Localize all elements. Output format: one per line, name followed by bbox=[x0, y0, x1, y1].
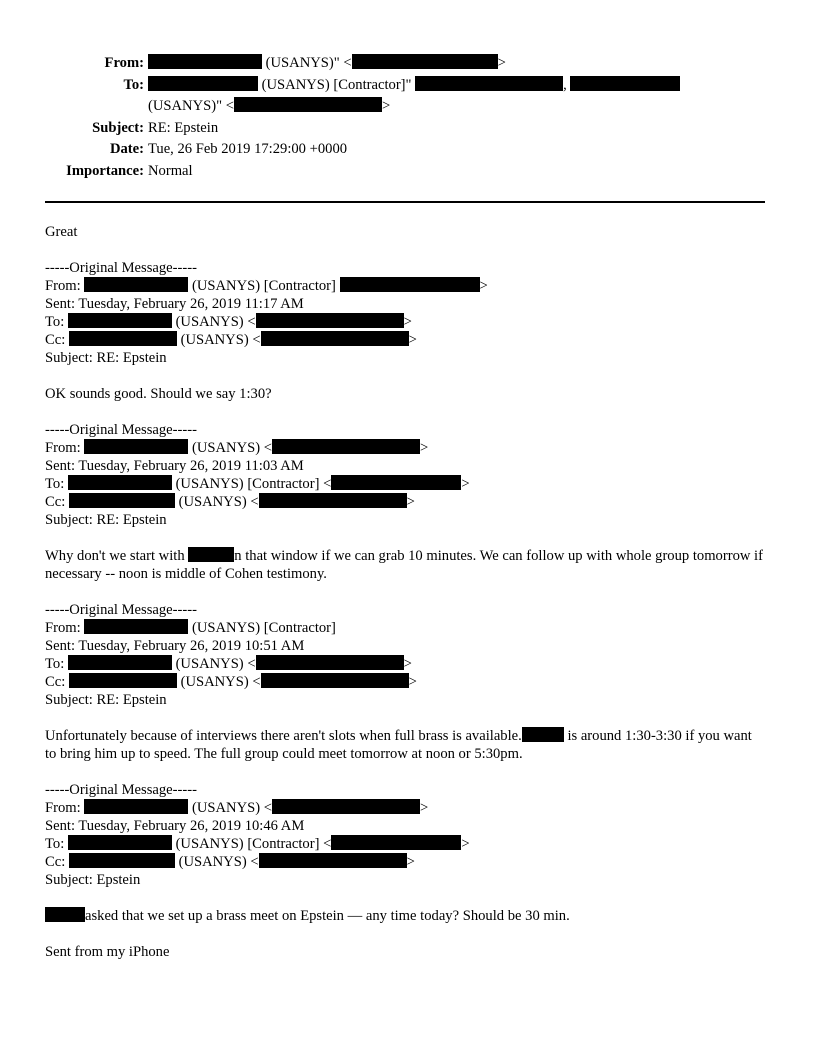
cc-tail: > bbox=[408, 674, 417, 690]
redaction-block bbox=[148, 54, 262, 69]
from-label: From: bbox=[45, 278, 81, 294]
redaction-block bbox=[68, 313, 172, 328]
header-to-label: To: bbox=[123, 76, 144, 93]
cc-suffix: (USANYS) < bbox=[180, 332, 261, 348]
cc-label: Cc: bbox=[45, 854, 66, 870]
from-tail: > bbox=[420, 440, 429, 456]
message-to bbox=[45, 475, 765, 493]
to-label: To: bbox=[45, 476, 65, 492]
redaction-block bbox=[84, 799, 188, 814]
redaction-block bbox=[331, 835, 461, 850]
header-importance-label: Importance: bbox=[66, 162, 144, 179]
message-cc bbox=[45, 673, 765, 691]
from-tail: > bbox=[479, 278, 488, 294]
to-label: To: bbox=[45, 656, 65, 672]
redaction-block bbox=[340, 277, 480, 292]
to-suffix: (USANYS) < bbox=[175, 314, 256, 330]
header-importance-value: Normal bbox=[148, 162, 193, 179]
header-divider bbox=[45, 201, 765, 203]
redaction-block bbox=[256, 655, 404, 670]
cc-label: Cc: bbox=[45, 332, 66, 348]
from-tail: > bbox=[420, 800, 429, 816]
redaction-block bbox=[84, 277, 188, 292]
body-post: n that window if we can grab 10 minutes. We can follow up with whole group tomorrow if necessary -- noon is middle of Cohen testimony. bbox=[45, 548, 763, 582]
message-body: OK sounds good. Should we say 1:30? bbox=[45, 386, 272, 402]
redaction-block bbox=[570, 76, 680, 91]
redaction-block bbox=[259, 853, 407, 868]
header-date-label: Date: bbox=[109, 141, 144, 157]
cc-suffix: (USANYS) < bbox=[178, 494, 259, 510]
message-sent: Sent: Tuesday, February 26, 2019 11:03 AM bbox=[45, 458, 304, 474]
header-importance-row bbox=[0, 161, 816, 183]
header-to-cont-prefix: (USANYS)" < bbox=[148, 98, 234, 114]
message-subject: Subject: RE: Epstein bbox=[45, 692, 167, 708]
to-suffix: (USANYS) [Contractor] < bbox=[175, 836, 332, 852]
cc-suffix: (USANYS) < bbox=[178, 854, 259, 870]
original-message bbox=[45, 601, 765, 763]
message-body bbox=[45, 547, 765, 583]
from-label: From: bbox=[45, 440, 81, 456]
from-suffix: (USANYS) < bbox=[192, 800, 272, 816]
message-divider: -----Original Message----- bbox=[45, 602, 197, 618]
body-post: is around 1:30-3:30 if you want to bring him up to speed. The full group could meet tomorrow at noon or 5:30pm. bbox=[45, 728, 752, 762]
header-subject-value: RE: Epstein bbox=[148, 119, 219, 136]
original-message bbox=[45, 259, 765, 403]
redaction-block bbox=[68, 655, 172, 670]
redaction-block bbox=[522, 727, 564, 742]
cc-label: Cc: bbox=[45, 494, 66, 510]
signature: Sent from my iPhone bbox=[45, 944, 170, 960]
header-from-tail: > bbox=[497, 55, 506, 71]
header-date-value: Tue, 26 Feb 2019 17:29:00 +0000 bbox=[148, 141, 348, 157]
message-subject: Subject: RE: Epstein bbox=[45, 512, 167, 528]
to-tail: > bbox=[461, 476, 470, 492]
redaction-block bbox=[84, 619, 188, 634]
original-message bbox=[45, 421, 765, 583]
email-header bbox=[0, 53, 816, 182]
header-to-row bbox=[0, 75, 816, 118]
message-divider: -----Original Message----- bbox=[45, 260, 197, 276]
to-suffix: (USANYS) < bbox=[175, 656, 256, 672]
header-from-label: From: bbox=[104, 55, 144, 71]
header-subject-row bbox=[0, 118, 816, 140]
cc-tail: > bbox=[406, 854, 415, 870]
header-to-suffix: (USANYS) [Contractor]" bbox=[261, 76, 412, 93]
cc-tail: > bbox=[406, 494, 415, 510]
redaction-block bbox=[68, 835, 172, 850]
reply-text: Great bbox=[45, 224, 78, 240]
to-label: To: bbox=[45, 836, 65, 852]
redaction-block bbox=[259, 493, 407, 508]
message-subject: Subject: RE: Epstein bbox=[45, 350, 167, 366]
message-from bbox=[45, 619, 765, 637]
original-message bbox=[45, 781, 765, 925]
redaction-block bbox=[84, 439, 188, 454]
redaction-block bbox=[261, 673, 409, 688]
redaction-block bbox=[256, 313, 404, 328]
redaction-block bbox=[234, 97, 382, 112]
header-from-row bbox=[0, 53, 816, 75]
redaction-block bbox=[45, 907, 85, 922]
to-label: To: bbox=[45, 314, 65, 330]
redaction-block bbox=[188, 547, 234, 562]
body-pre: Why don't we start with bbox=[45, 548, 185, 564]
message-divider: -----Original Message----- bbox=[45, 782, 197, 798]
message-body bbox=[45, 907, 765, 925]
from-label: From: bbox=[45, 620, 81, 636]
message-subject: Subject: Epstein bbox=[45, 872, 141, 888]
message-divider: -----Original Message----- bbox=[45, 422, 197, 438]
redaction-block bbox=[148, 76, 258, 91]
message-from bbox=[45, 439, 765, 457]
redaction-block bbox=[331, 475, 461, 490]
redaction-block bbox=[261, 331, 409, 346]
header-subject-label: Subject: bbox=[92, 119, 144, 136]
from-suffix: (USANYS) [Contractor] bbox=[192, 620, 336, 636]
email-body bbox=[45, 223, 765, 979]
cc-label: Cc: bbox=[45, 674, 66, 690]
redaction-block bbox=[69, 673, 177, 688]
from-suffix: (USANYS) < bbox=[192, 440, 272, 456]
cc-tail: > bbox=[408, 332, 417, 348]
body-pre: Unfortunately because of interviews there aren't slots when full brass is available. bbox=[45, 728, 522, 744]
message-cc bbox=[45, 493, 765, 511]
message-cc bbox=[45, 331, 765, 349]
cc-suffix: (USANYS) < bbox=[180, 674, 261, 690]
redaction-block bbox=[69, 853, 175, 868]
message-sent: Sent: Tuesday, February 26, 2019 11:17 AM bbox=[45, 296, 304, 312]
message-from bbox=[45, 277, 765, 295]
message-to bbox=[45, 655, 765, 673]
redaction-block bbox=[69, 331, 177, 346]
from-label: From: bbox=[45, 800, 81, 816]
from-suffix: (USANYS) [Contractor] bbox=[192, 278, 336, 294]
header-to-tail: > bbox=[381, 98, 391, 114]
redaction-block bbox=[69, 493, 175, 508]
message-sent: Sent: Tuesday, February 26, 2019 10:46 AM bbox=[45, 818, 305, 834]
message-from bbox=[45, 799, 765, 817]
header-from-suffix: (USANYS)" < bbox=[265, 55, 352, 71]
message-cc bbox=[45, 853, 765, 871]
redaction-block bbox=[272, 439, 420, 454]
message-body bbox=[45, 727, 765, 763]
body-post: asked that we set up a brass meet on Epstein — any time today? Should be 30 min. bbox=[85, 908, 570, 924]
to-tail: > bbox=[403, 314, 412, 330]
redaction-block bbox=[68, 475, 172, 490]
to-tail: > bbox=[461, 836, 470, 852]
header-date-row bbox=[0, 139, 816, 161]
to-tail: > bbox=[403, 656, 412, 672]
to-suffix: (USANYS) [Contractor] < bbox=[175, 476, 332, 492]
header-to-sep: , bbox=[563, 76, 567, 93]
message-to bbox=[45, 835, 765, 853]
redaction-block bbox=[352, 54, 498, 69]
message-sent: Sent: Tuesday, February 26, 2019 10:51 AM bbox=[45, 638, 305, 654]
redaction-block bbox=[272, 799, 420, 814]
redaction-block bbox=[415, 76, 563, 91]
message-to bbox=[45, 313, 765, 331]
